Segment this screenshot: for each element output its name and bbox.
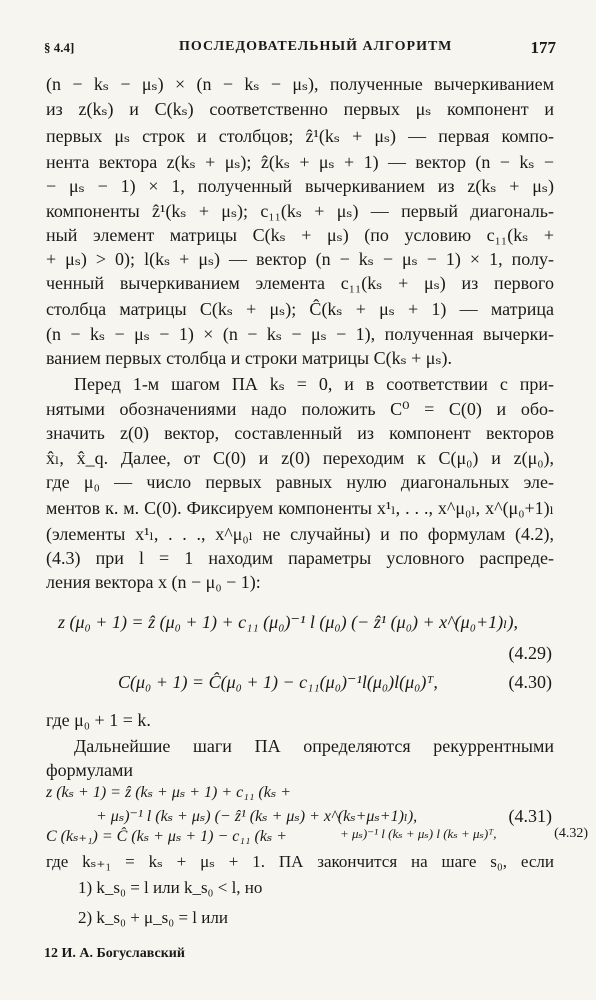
text-line: (n − kₛ − μₛ − 1) × (n − kₛ − μₛ − 1), полученная вычерки- [46, 324, 554, 344]
equation-number: (4.30) [508, 672, 552, 692]
equation-number: (4.29) [508, 643, 552, 663]
text-line: столбца матрицы C(kₛ + μₛ); Ĉ(kₛ + μₛ + 1) — матрица [46, 299, 554, 319]
text-line: (элементы x¹ₗ, . . ., x^μ₀ₗ не случайны) и по формулам (4.2), [46, 524, 554, 544]
text-line: первых μₛ строк и столбцов; ẑ¹(kₛ + μₛ) — первая компо- [46, 126, 554, 146]
section-ref: § 4.4] [44, 40, 75, 55]
text-line: где kₛ₊₁ = kₛ + μₛ + 1. ПА закончится на шаге s₀, если [46, 852, 554, 871]
text-line: нента вектора z(kₛ + μₛ); ẑ(kₛ + μₛ + 1) — вектор (n − kₛ − [46, 152, 554, 172]
condition-1: 1) k_s₀ = l или k_s₀ < l, но [78, 878, 263, 897]
text-line: формулами [46, 760, 133, 780]
condition-2: 2) k_s₀ + μ_s₀ = l или [78, 908, 228, 927]
text-line: ванием первых столбца и строки матрицы C(kₛ + μₛ). [46, 348, 453, 368]
running-header [44, 36, 556, 60]
equation-4-32-line2: + μₛ)⁻¹ l (kₛ + μₛ) l (kₛ + μₛ)ᵀ, [340, 826, 497, 841]
equation-4-31-line2: + μₛ)⁻¹ l (kₛ + μₛ) (− ẑ¹ (kₛ + μₛ) + x^(kₛ+μₛ+1)ₗ), [96, 808, 418, 825]
text-line: Дальнейшие шаги ПА определяются рекуррентными [74, 736, 554, 756]
text-line: ления вектора x (n − μ₀ − 1): [46, 572, 261, 592]
text-line: где μ₀ — число первых равных нулю диагональных эле- [46, 472, 554, 492]
text-line: ный элемент матрицы C(kₛ + μₛ) (по условию c₁₁(kₛ + [46, 225, 554, 245]
text-line: компоненты ẑ¹(kₛ + μₛ); c₁₁(kₛ + μₛ) — первый диагональ- [46, 201, 554, 221]
running-title: ПОСЛЕДОВАТЕЛЬНЫЙ АЛГОРИТМ [179, 39, 453, 54]
text-line: x̂ₗ, x̂_q. Далее, от C(0) и z(0) переходим к C(μ₀) и z(μ₀), [46, 448, 554, 468]
text-line: нятыми обозначениями надо положить C⁰ = C(0) и обо- [46, 399, 554, 419]
equation-4-29: z (μ₀ + 1) = ẑ (μ₀ + 1) + c₁₁ (μ₀)⁻¹ l (μ₀) (− ẑ¹ (μ₀) + x^(μ₀+1)ₗ), [58, 612, 518, 632]
text-line: (n − kₛ − μₛ) × (n − kₛ − μₛ), полученные вычеркиванием [46, 74, 554, 94]
text-line: (4.3) при l = 1 находим параметры условного распреде- [46, 548, 554, 568]
text-line: где μ₀ + 1 = k. [46, 710, 151, 730]
equation-4-32-line1: C (kₛ₊₁) = Ĉ (kₛ + μₛ + 1) − c₁₁ (kₛ + [46, 828, 288, 845]
text-line: из z(kₛ) и C(kₛ) соответственно первых μₛ компонент и [46, 99, 554, 119]
equation-4-31-line1: z (kₛ + 1) = ẑ (kₛ + μₛ + 1) + c₁₁ (kₛ + [46, 784, 291, 801]
equation-4-30: C(μ₀ + 1) = Ĉ(μ₀ + 1) − c₁₁(μ₀)⁻¹l(μ₀)l(μ₀)ᵀ, [118, 672, 438, 692]
text-line: Перед 1-м шагом ПА kₛ = 0, и в соответствии с при- [74, 374, 554, 394]
equation-number: (4.31) [508, 806, 552, 826]
text-line: ментов к. м. C(0). Фиксируем компоненты x¹ₗ, . . ., x^μ₀ₗ, x^(μ₀+1)ₗ [46, 498, 554, 518]
signature-mark: 12 И. А. Богуславский [44, 946, 185, 961]
text-line: − μₛ − 1) × 1, полученный вычеркиванием из z(kₛ + μₛ) [46, 176, 554, 196]
equation-number: (4.32) [554, 826, 588, 841]
text-line: ченный вычеркиванием элемента c₁₁(kₛ + μₛ) из первого [46, 273, 554, 293]
text-line: значить z(0) вектор, составленный из компонент векторов [46, 423, 554, 443]
text-line: + μₛ) > 0); l(kₛ + μₛ) — вектор (n − kₛ − μₛ − 1) × 1, полу- [46, 249, 554, 269]
page-number: 177 [530, 38, 556, 57]
